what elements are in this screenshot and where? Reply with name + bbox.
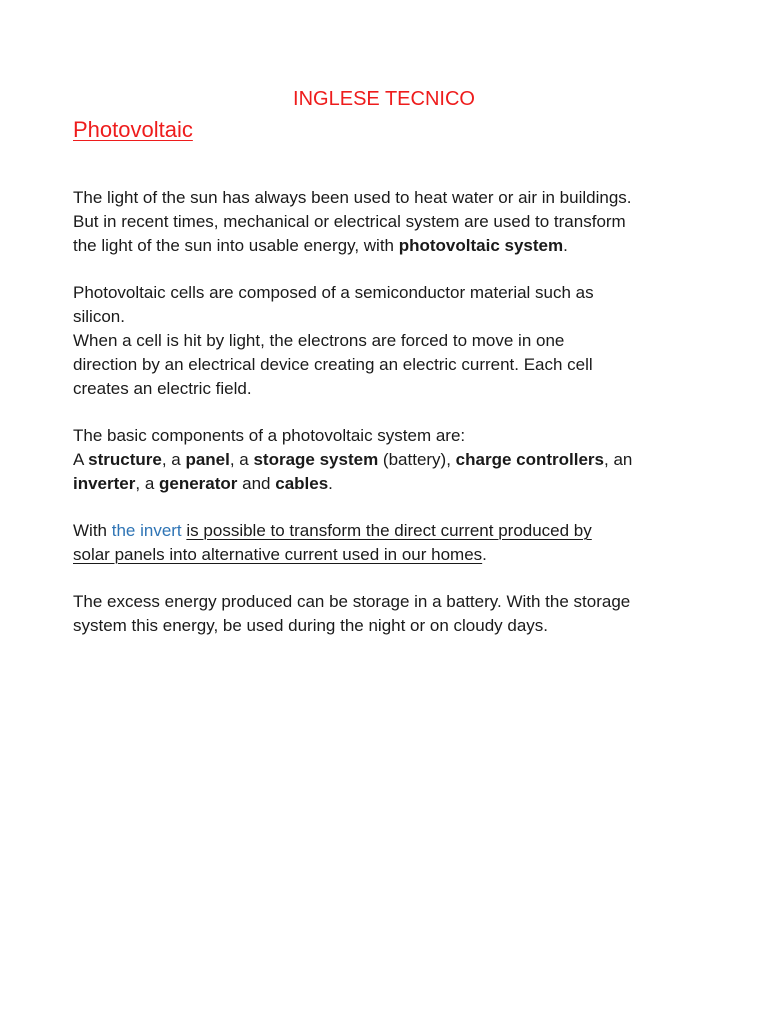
text-run: With	[73, 521, 112, 540]
bold-term: panel	[185, 450, 230, 469]
bold-term: charge controllers	[455, 450, 604, 469]
underlined-text: solar panels into alternative current used in our homes	[73, 545, 483, 564]
text-line: creates an electric field.	[73, 379, 252, 398]
text-line: silicon.	[73, 307, 125, 326]
paragraph-components	[73, 424, 713, 496]
text-line	[73, 543, 713, 567]
text-run: (battery),	[378, 450, 456, 469]
text-line: When a cell is hit by light, the electrons are forced to move in one	[73, 331, 565, 350]
underlined-text: is possible to transform the direct current produced by	[186, 521, 592, 540]
text-run: , a	[161, 450, 186, 469]
text-run: .	[328, 474, 333, 493]
bold-term: structure	[88, 450, 162, 469]
text-run: .	[482, 545, 487, 564]
text-run: A	[73, 450, 89, 469]
document-body	[73, 186, 713, 661]
document-subtitle: Photovoltaic	[73, 117, 193, 142]
text-line	[73, 448, 713, 472]
text-run: the light of the sun into usable energy, with	[73, 236, 399, 255]
text-line: The basic components of a photovoltaic system are:	[73, 426, 466, 445]
bold-term: generator	[159, 474, 238, 493]
text-run: .	[563, 236, 568, 255]
highlighted-term: the invert	[111, 521, 182, 540]
bold-term: cables	[275, 474, 329, 493]
paragraph-cells	[73, 281, 713, 329]
text-run: , a	[229, 450, 254, 469]
document-title: INGLESE TECNICO	[293, 88, 475, 110]
text-line	[73, 234, 713, 258]
bold-term: storage system	[253, 450, 379, 469]
paragraph-storage	[73, 590, 713, 638]
text-line: The excess energy produced can be storage in a battery. With the storage	[73, 592, 631, 611]
text-line: system this energy, be used during the night or on cloudy days.	[73, 616, 549, 635]
text-line: direction by an electrical device creating an electric current. Each cell	[73, 355, 593, 374]
text-line: Photovoltaic cells are composed of a semiconductor material such as	[73, 283, 594, 302]
text-run: , an	[604, 450, 633, 469]
text-line: But in recent times, mechanical or electrical system are used to transform	[73, 212, 626, 231]
text-line	[73, 519, 713, 543]
bold-term: photovoltaic system	[398, 236, 564, 255]
text-line	[73, 472, 713, 496]
paragraph-electrons	[73, 329, 713, 401]
text-line: The light of the sun has always been used to heat water or air in buildings.	[73, 188, 632, 207]
text-run: and	[237, 474, 276, 493]
paragraph-inverter	[73, 519, 713, 567]
text-run: , a	[135, 474, 159, 493]
bold-term: inverter	[73, 474, 136, 493]
paragraph-intro	[73, 186, 713, 258]
